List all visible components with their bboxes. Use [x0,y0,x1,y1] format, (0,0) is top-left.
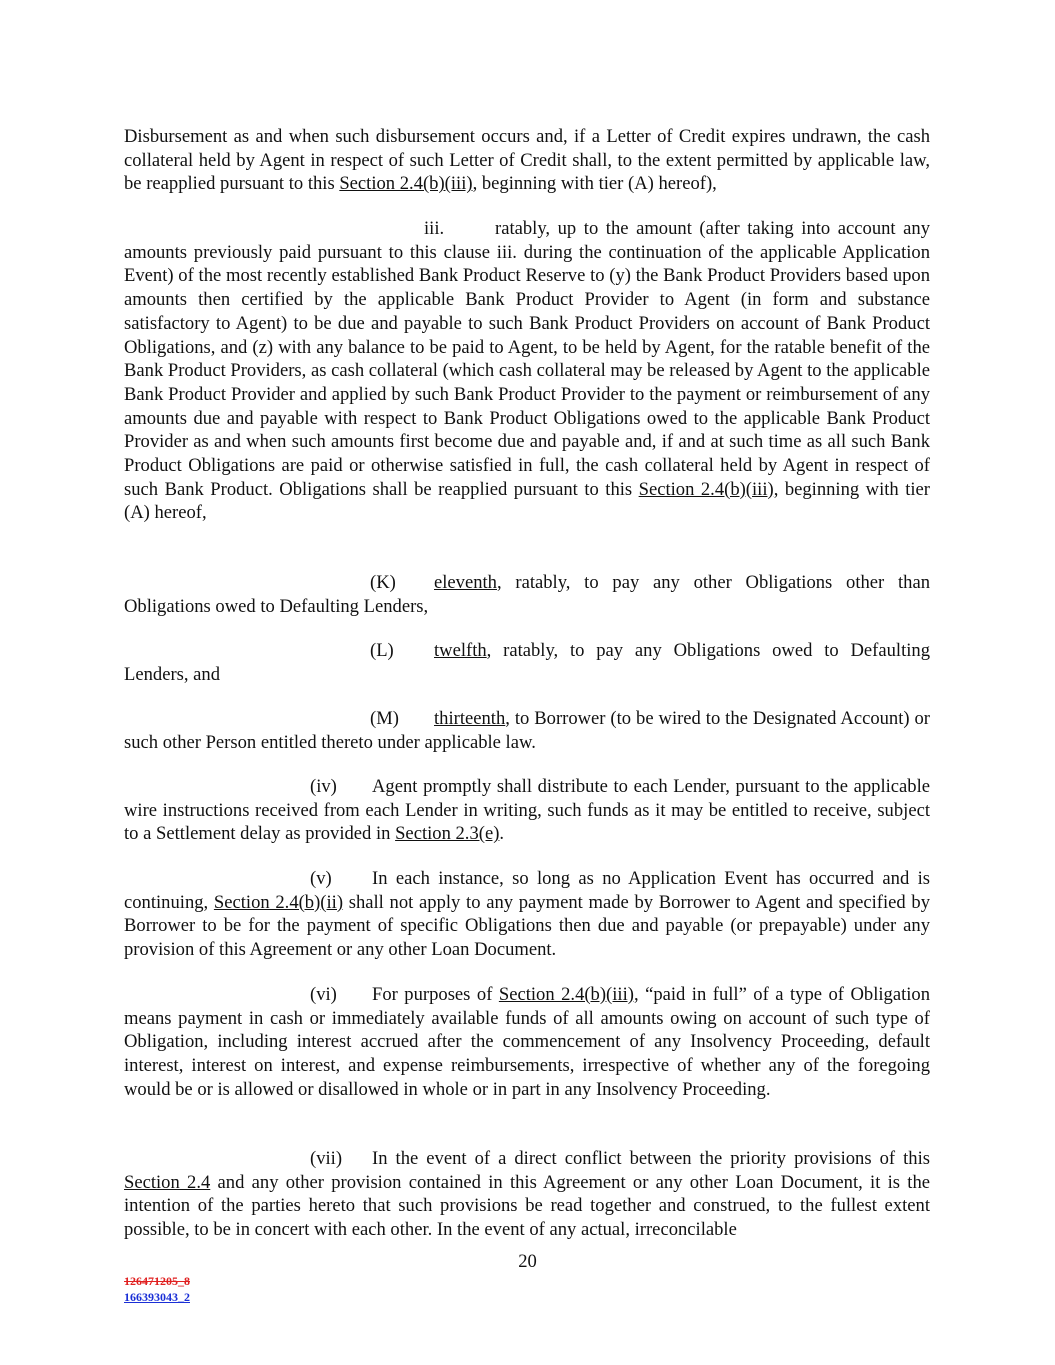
paragraph-clause-vii: (vii) In the event of a direct conflict between the priority provisions of this Section 2.4 and any other provision contained in this Agreement or any other Loan Document, it is the intention of the parties hereto that such provisions be read together and construed, to the fullest extent possible, to be in concert with each other. In the event of any actual, irreconcilable [124,1148,930,1241]
clause-number: (M) [370,708,399,729]
section-reference: Section 2.4(b)(iii) [498,984,634,1005]
paragraph-clause-v: (v) In each instance, so long as no Application Event has occurred and is continuing, Section 2.4(b)(ii) shall not apply to any payment made by Borrower to Agent and specified by Borrower to be for the payment of specific Obligations then due and payable (or prepayable) under any provision of this Agreement or any other Loan Document. [124,868,930,961]
paragraph-clause-iv: (iv) Agent promptly shall distribute to each Lender, pursuant to the applicable wire instructions received from each Lender in writing, such funds as it may be entitled to receive, subject to a Settlement delay as provided in Section 2.3(e). [124,776,930,845]
paragraph-tier-continuation: Disbursement as and when such disbursement occurs and, if a Letter of Credit expires undrawn, the cash collateral held by Agent in respect of such Letter of Credit shall, to the extent permitted by applicable law, be reapplied pursuant to this Section 2.4(b)(iii), beginning with tier (A) hereof), [124,126,930,195]
footer-deleted-doc-id: 126471205_8 [124,1274,190,1288]
clause-number: (L) [370,640,394,661]
clause-number: (K) [370,572,396,593]
section-reference: Section 2.4(b)(ii) [213,891,344,913]
clause-number: (iv) [310,776,337,797]
clause-number: (vi) [310,984,337,1005]
clause-number: (vii) [310,1148,343,1169]
footer-inserted-doc-id: 166393043_2 [124,1290,190,1304]
tier-term: eleventh [434,572,497,593]
paragraph-clause-iii: iii. ratably, up to the amount (after taking into account any amounts previously paid pursuant to this clause iii. during the continuation of the applicable Application Event) of the most recently established Bank Product Reserve to (y) the Bank Product Providers based upon amounts then certified by the applicable Bank Product Provider to Agent (in form and substance satisfactory to Agent) to be due and payable to such Bank Product Providers on account of Bank Product Obligations, and (z) with any balance to be paid to Agent, to be held by Agent, for the ratable benefit of the Bank Product Providers, as cash collateral (which cash collateral may be released by Agent to the applicable Bank Product Provider and applied by such Bank Product Provider to the payment or reimbursement of any amounts due and payable with respect to Bank Product Obligations owed to the applicable Bank Product Provider as and when such amounts first become due and payable and, if and at such time as all such Bank Product Obligations are paid or otherwise satisfied in full, the cash collateral held by Agent in respect of such Bank Product. Obligations shall be reapplied pursuant to this Section 2.4(b)(iii), beginning with tier (A) hereof, [124,218,930,524]
paragraph-tier-k: (K) eleventh, ratably, to pay any other Obligations other than Obligations owed to Defaulting Lenders, [124,572,930,617]
clause-number: iii. [424,218,445,239]
clause-number: (v) [310,868,332,889]
section-reference: Section 2.4 [124,1171,211,1193]
section-reference: Section 2.4(b)(iii) [339,173,473,195]
page-number: 20 [518,1251,537,1272]
paragraph-tier-m: (M) thirteenth, to Borrower (to be wired to the Designated Account) or such other Person entitled thereto under applicable law. [124,708,930,753]
tier-term: twelfth [434,640,487,661]
paragraph-clause-vi: (vi) For purposes of Section 2.4(b)(iii), “paid in full” of a type of Obligation means payment in cash or immediately available funds of all amounts owing on account of such type of Obligation, including interest accrued after the commencement of any Insolvency Proceeding, default interest, interest on interest, and expense reimbursements, irrespective of whether any of the foregoing would be or is allowed or disallowed in whole or in part in any Insolvency Proceeding. [124,984,930,1100]
paragraph-tier-l: (L) twelfth, ratably, to pay any Obligations owed to Defaulting Lenders, and [124,640,930,685]
section-reference: Section 2.3(e) [395,823,500,845]
tier-term: thirteenth [434,708,506,729]
section-reference: Section 2.4(b)(iii) [638,478,774,500]
